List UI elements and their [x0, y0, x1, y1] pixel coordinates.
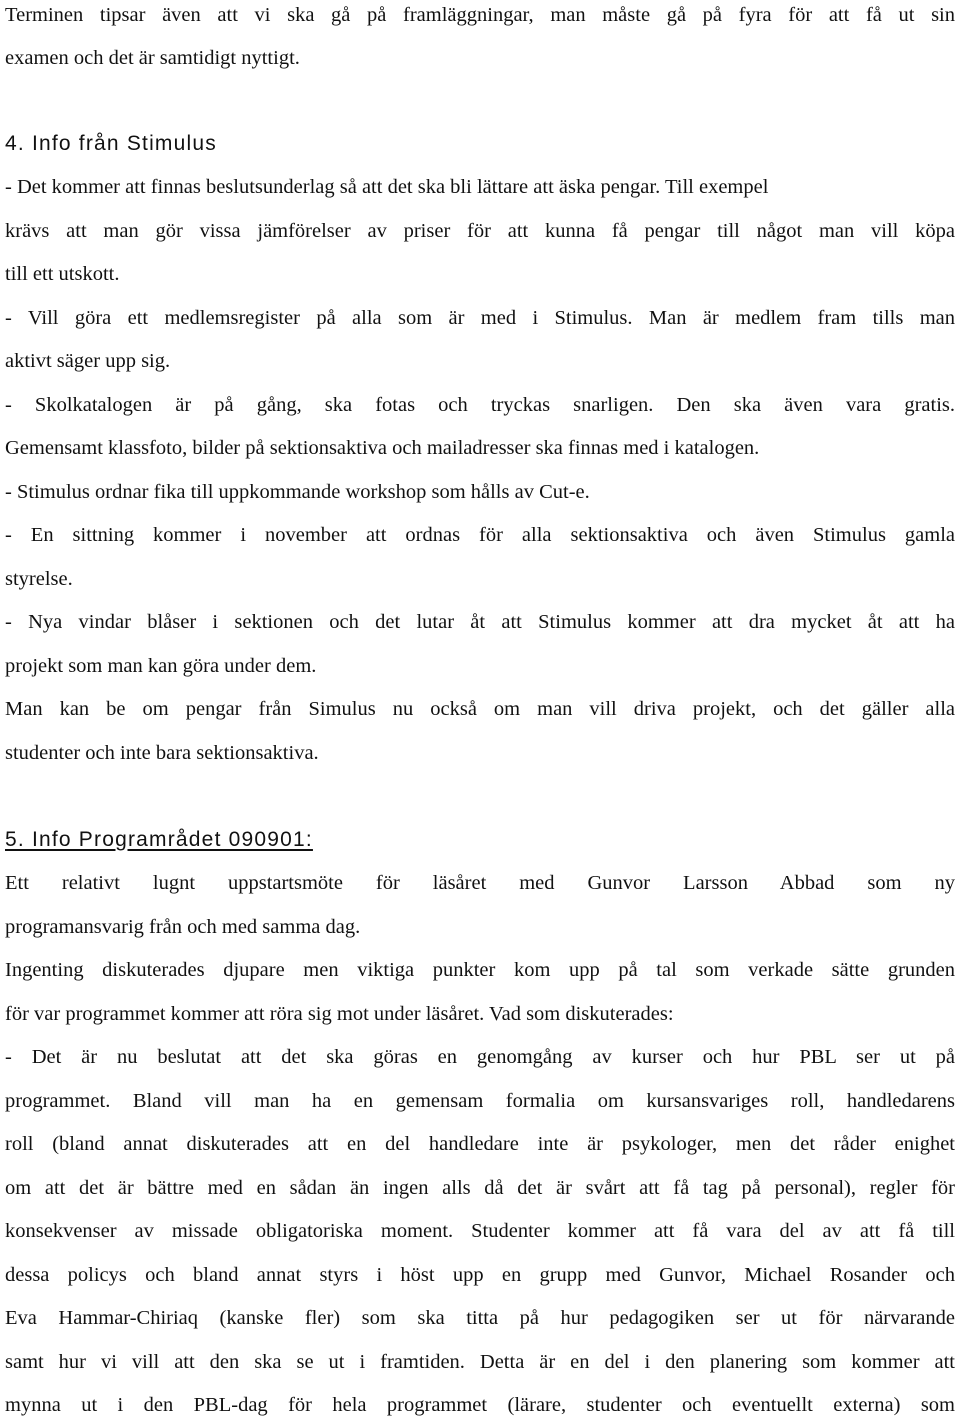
- section-5-line: - Det är nu beslutat att det ska göras en genomgång av kurser och hur PBL ser ut på: [5, 1046, 955, 1068]
- section-5-line: dessa policys och bland annat styrs i höst upp en grupp med Gunvor, Michael Rosander och: [5, 1264, 955, 1286]
- section-4-line: till ett utskott.: [5, 263, 120, 285]
- section-4-heading: 4. Info från Stimulus: [5, 132, 217, 155]
- section-5-line: programmet. Bland vill man ha en gemensam formalia om kursansvariges roll, handledarens: [5, 1090, 955, 1112]
- section-4-line: - Nya vindar blåser i sektionen och det lutar åt att Stimulus kommer att dra mycket åt att ha: [5, 611, 955, 633]
- section-4-line: aktivt säger upp sig.: [5, 350, 171, 372]
- section-4-line: projekt som man kan göra under dem.: [5, 655, 317, 677]
- section-5-line: samt hur vi vill att den ska se ut i framtiden. Detta är en del i den planering som kommer att: [5, 1351, 955, 1373]
- section-4-line: - Vill göra ett medlemsregister på alla som är med i Stimulus. Man är medlem fram tills man: [5, 307, 955, 329]
- intro-line-2: examen och det är samtidigt nyttigt.: [5, 47, 300, 69]
- section-4-line: - En sittning kommer i november att ordnas för alla sektionsaktiva och även Stimulus gamla: [5, 524, 955, 546]
- section-5-line: Eva Hammar-Chiriaq (kanske fler) som ska titta på hur pedagogiken ser ut för närvarande: [5, 1307, 955, 1329]
- section-4-line: Man kan be om pengar från Simulus nu också om man vill driva projekt, och det gäller alla: [5, 698, 955, 720]
- section-4-line: studenter och inte bara sektionsaktiva.: [5, 742, 319, 764]
- section-4-line: - Stimulus ordnar fika till uppkommande workshop som hålls av Cut-e.: [5, 481, 590, 503]
- section-5-line: om att det är bättre med en sådan än ingen alls då det är svårt att få tag på personal), regler för: [5, 1177, 955, 1199]
- section-5-line: mynna ut i den PBL-dag för hela programmet (lärare, studenter och eventuellt externa) som: [5, 1394, 955, 1416]
- section-5-line: för var programmet kommer att röra sig mot under läsåret. Vad som diskuterades:: [5, 1003, 674, 1025]
- section-5-line: Ingenting diskuterades djupare men viktiga punkter kom upp på tal som verkade sätte grunden: [5, 959, 955, 981]
- section-4-line: - Skolkatalogen är på gång, ska fotas och tryckas snarligen. Den ska även vara gratis.: [5, 394, 955, 416]
- section-5-heading: 5. Info Programrådet 090901:: [5, 828, 313, 851]
- section-5-line: programansvarig från och med samma dag.: [5, 916, 361, 938]
- intro-line-1: Terminen tipsar även att vi ska gå på framläggningar, man måste gå på fyra för att få ut sin: [5, 4, 955, 26]
- section-5-line: konsekvenser av missade obligatoriska moment. Studenter kommer att få vara del av att få till: [5, 1220, 955, 1242]
- section-4-line: - Det kommer att finnas beslutsunderlag så att det ska bli lättare att äska pengar. Till exempel: [5, 176, 769, 198]
- section-5-line: Ett relativt lugnt uppstartsmöte för läsåret med Gunvor Larsson Abbad som ny: [5, 872, 955, 894]
- section-4-line: styrelse.: [5, 568, 73, 590]
- section-4-line: Gemensamt klassfoto, bilder på sektionsaktiva och mailadresser ska finnas med i katalogen.: [5, 437, 760, 459]
- section-4-line: krävs att man gör vissa jämförelser av priser för att kunna få pengar till något man vill köpa: [5, 220, 955, 242]
- section-5-line: roll (bland annat diskuterades att en del handledare inte är psykologer, men det råder enighet: [5, 1133, 955, 1155]
